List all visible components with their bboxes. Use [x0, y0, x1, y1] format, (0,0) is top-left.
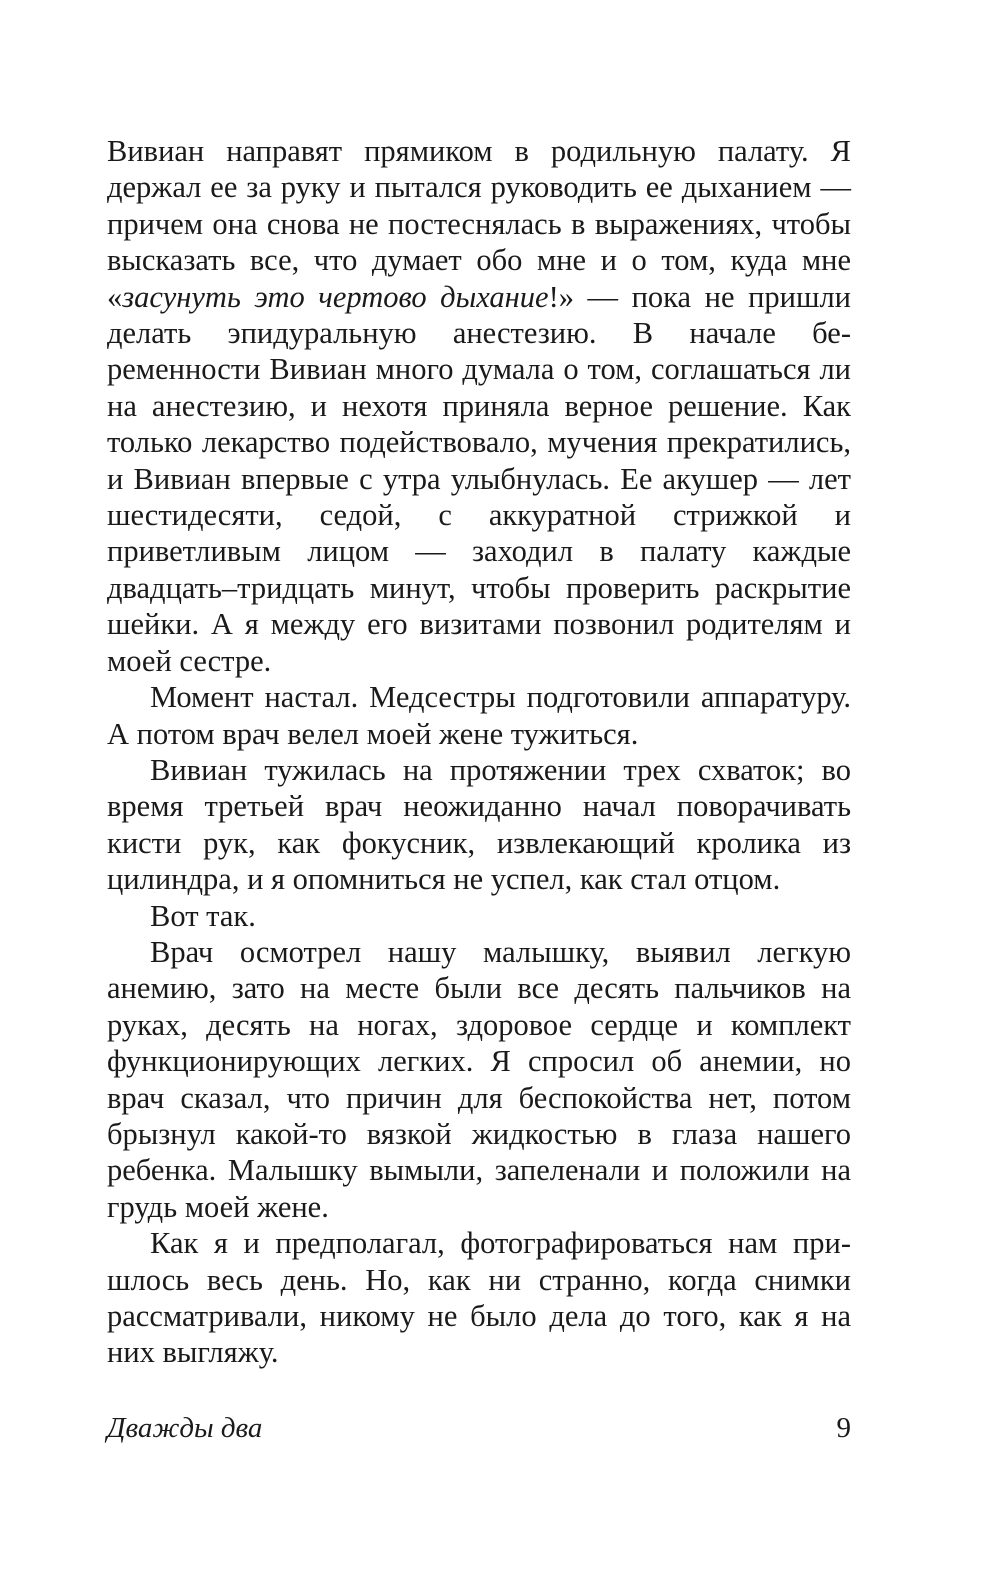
- paragraph-4: Вот так.: [150, 898, 256, 933]
- paragraph-2: Момент настал. Медсестры подготовили аппаратуру. А потом врач велел моей жене тужиться.: [107, 680, 851, 751]
- paragraph-1-part-1: Вивиан направят прямиком в родильную палату. Я держал ее за руку и пытался руководить ее дыханием — причем она снова не постеснялась в выражениях, чтобы высказать все, что думает обо мне и о том, куда мне «: [107, 134, 851, 314]
- page-number: 9: [836, 1412, 851, 1444]
- paragraph-5: Врач осмотрел нашу малышку, выявил легкую анемию, зато на месте были все десять пальчиков на руках, десять на ногах, здоровое сердце и комплект функционирующих легких. Я спросил об анемии, но врач сказал, что причин для беспокойства нет, потом брызнул какой-то вязкой жидкостью в глаза нашего ребенка. Малышку вымыли, запеленали и положили на грудь моей жене.: [107, 934, 851, 1224]
- paragraph-1-part-3: !» — пока не пришли делать эпидуральную анестезию. В начале беременности Вивиан много думала о том, соглашаться ли на анестезию, и нехотя приняла верное решение. Как только лекарство подействовало, мучения прекратились, и Вивиан впервые с утра улыбнулась. Ее акушер — лет шестидесяти, седой, с аккуратной стрижкой и приветливым лицом — заходил в палату каждые двадцать–тридцать минут, чтобы проверить раскрытие шейки. А я между его визитами позвонил родителям и моей сестре.: [107, 279, 851, 678]
- body-text: [107, 133, 851, 1371]
- paragraph-1-italic-phrase: засунуть это чертово дыхание: [122, 279, 549, 314]
- running-footer-title: Дважды два: [107, 1412, 263, 1444]
- paragraph-3: Вивиан тужилась на протяжении трех схваток; во время третьей врач неожиданно начал поворачивать кисти рук, как фокусник, извлекающий кролика из цилиндра, и я опомниться не успел, как стал отцом.: [107, 752, 851, 897]
- paragraph-1: [107, 133, 851, 679]
- paragraph-6: Как я и предполагал, фотографироваться нам пришлось весь день. Но, как ни странно, когда снимки рассматривали, никому не было дела до того, как я на них выгляжу.: [107, 1226, 851, 1370]
